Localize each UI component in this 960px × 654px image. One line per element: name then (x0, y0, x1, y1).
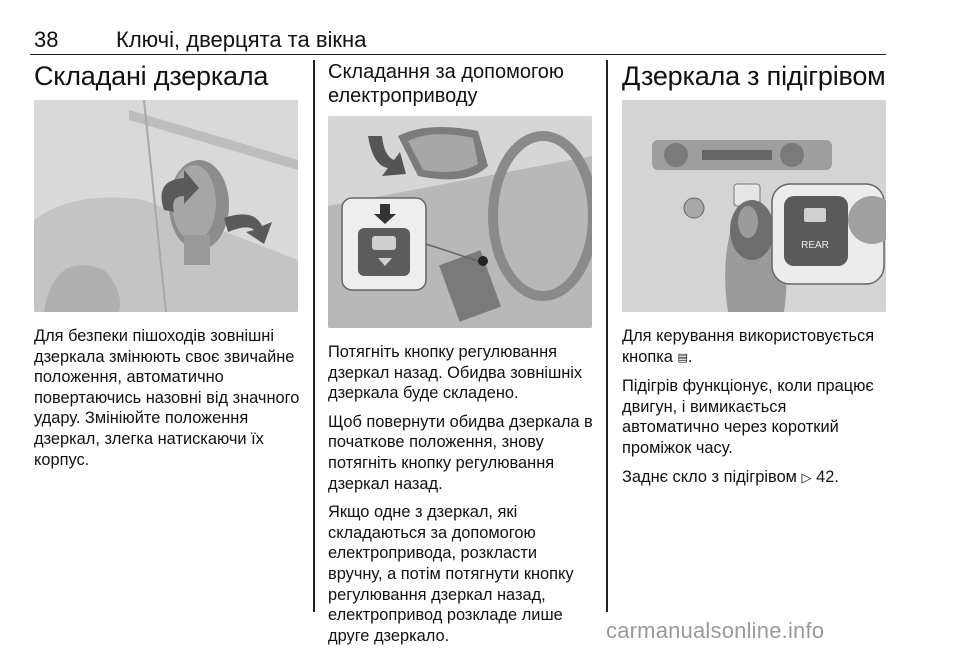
section-heading-line2: електроприводу (328, 85, 478, 107)
instruction-text-2: Щоб повернути обидва дзеркала в початкове положення, знову потягніть кнопку регулювання дзеркал назад. (328, 412, 593, 493)
instruction-text-3: Якщо одне з дзеркал, які складаються за допомогою електропривода, розкласти вручну, а потім потягнути кнопку регулювання дзеркал назад, електропривод розкладе лише друге дзеркало. (328, 503, 574, 645)
section-text: Для безпеки пішоходів зовнішні дзеркала змінюють своє звичайне положення, автоматично повертаючись назовні від значного удару. Змініюйте положення дзеркал, злегка натискаючи їх корпус. (34, 327, 300, 469)
cross-reference-page[interactable]: 42. (816, 467, 839, 486)
watermark: carmanualsonline.info (606, 618, 825, 643)
column-divider (606, 60, 608, 612)
section-heading-line1: Складання за допомогою (328, 61, 564, 83)
page-number: 38 (34, 27, 59, 52)
instruction-text-3 (622, 467, 888, 489)
heated-mirror-button-illustration (622, 100, 886, 312)
chapter-title: Ключі, дверцята та вікна (116, 27, 367, 52)
page-reference-arrow-icon: ▷ (801, 469, 812, 485)
sentence-end: . (687, 347, 693, 366)
section-electric-folding (328, 60, 594, 654)
section-heading: Дзеркала з підігрівом (622, 61, 886, 91)
column-divider (313, 60, 315, 612)
section-heading: Складані дзеркала (34, 61, 269, 91)
rear-heat-icon: ▤ (677, 351, 688, 364)
instruction-text-1: Потягніть кнопку регулювання дзеркал назад. Обидва зовнішніх дзеркала буде складено. (328, 343, 583, 403)
section-folding-mirrors (34, 60, 300, 478)
mirror-switch-illustration (328, 116, 592, 328)
instruction-text: Для керування використовується кнопка (622, 327, 875, 366)
mirror-fold-illustration (34, 100, 298, 312)
instruction-text-1 (622, 326, 888, 368)
page-header (30, 24, 886, 55)
rear-button-label: REAR (801, 240, 829, 251)
cross-reference-text: Заднє скло з підігрівом (622, 467, 797, 486)
section-heated-mirrors (622, 60, 888, 496)
instruction-text-2: Підігрів функціонує, коли працює двигун, і вимикається автоматично через короткий проміжок часу. (622, 377, 874, 457)
